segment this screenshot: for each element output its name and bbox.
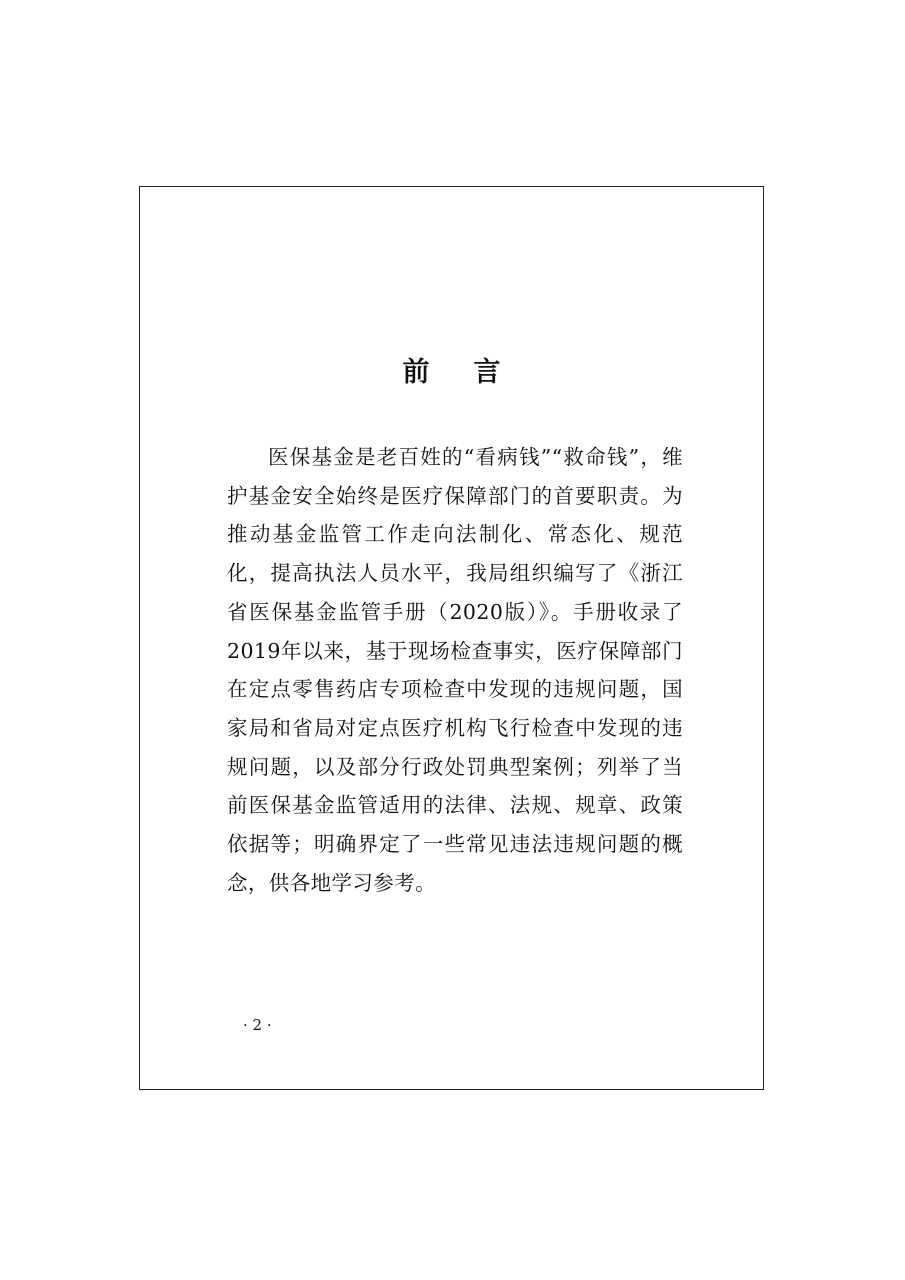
page-title: 前言 <box>402 357 545 388</box>
page-number: · 2 · <box>243 1016 272 1034</box>
body-paragraph: 医保基金是老百姓的“看病钱”“救命钱”，维护基金安全始终是医疗保障部门的首要职责。为推动基金监管工作走向法制化、常态化、规范化，提高执法人员水平，我局组织编写了《浙江省医保基金监管手册（2020版）》。手册收录了2019年以来，基于现场检查事实，医疗保障部门在定点零售药店专项检查中发现的违规问题，国家局和省局对定点医疗机构飞行检查中发现的违规问题，以及部分行政处罚典型案例；列举了当前医保基金监管适用的法律、法规、规章、政策依据等；明确界定了一些常见违法违规问题的概念，供各地学习参考。 <box>227 445 683 895</box>
page-frame <box>139 186 764 1090</box>
